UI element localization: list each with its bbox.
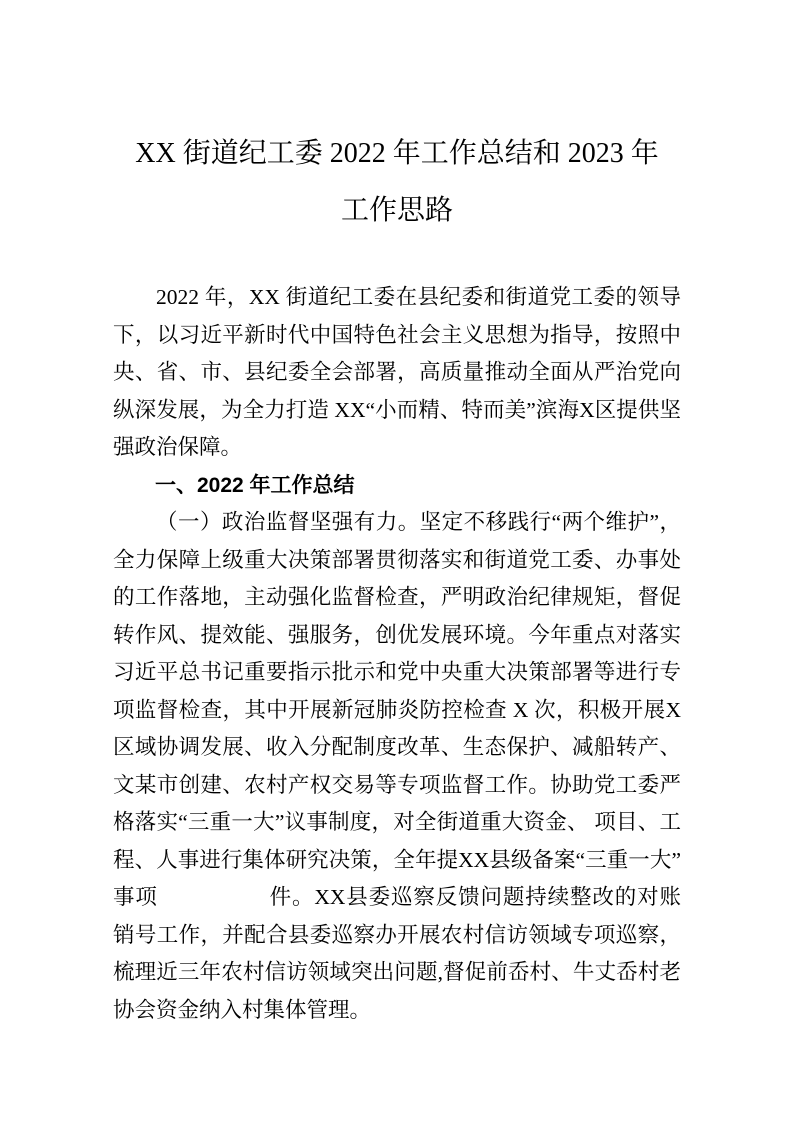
paragraph-political-supervision: [113, 504, 681, 1029]
paragraph-text: 坚定不移践行“两个维护”，全力保障上级重大决策部署贯彻落实和街道党工委、办事处的工作落地，主动强化监督检查，严明政治纪律规矩，督促转作风、提效能、强服务，创优发展环境。今年重点对落实习近平总书记重要指示批示和党中央重大决策部署等进行专项监督检查，其中开展新冠肺炎防控检查 X 次，积极开展X区域协调发展、收入分配制度改革、生态保护、减船转产、文某市创建、农村产权交易等专项监督工作。协助党工委严格落实“三重一大”议事制度，对全街道重大资金、 项目、工程、人事进行集体研究决策，全年提XX县级备案“三重一大”事项 件。XX县委巡察反馈问题持续整改的对账销号工作，并配合县委巡察办开展农村信访领域专项巡察， 梳理近三年农村信访领域突出问题,督促前岙村、牛丈岙村老协会资金纳入村集体管理。: [113, 510, 681, 1022]
document-title-line-2: 工作思路: [340, 195, 453, 226]
document-title: [113, 125, 681, 239]
intro-paragraph: 2022 年，XX 街道纪工委在县纪委和街道党工委的领导下，以习近平新时代中国特色社会主义思想为指导，按照中央、省、市、县纪委全会部署，高质量推动全面从严治党向纵深发展，为全力打造 XX“小而精、特而美”滨海X区提供坚强政治保障。: [113, 285, 681, 459]
section-heading-2022-work-summary: 一、2022 年工作总结: [155, 473, 355, 497]
document-title-line-1: XX 街道纪工委 2022 年工作总结和 2023 年: [135, 138, 659, 169]
paragraph-lead-in: （一）政治监督坚强有力。: [156, 510, 420, 534]
document-body: [113, 279, 681, 1029]
